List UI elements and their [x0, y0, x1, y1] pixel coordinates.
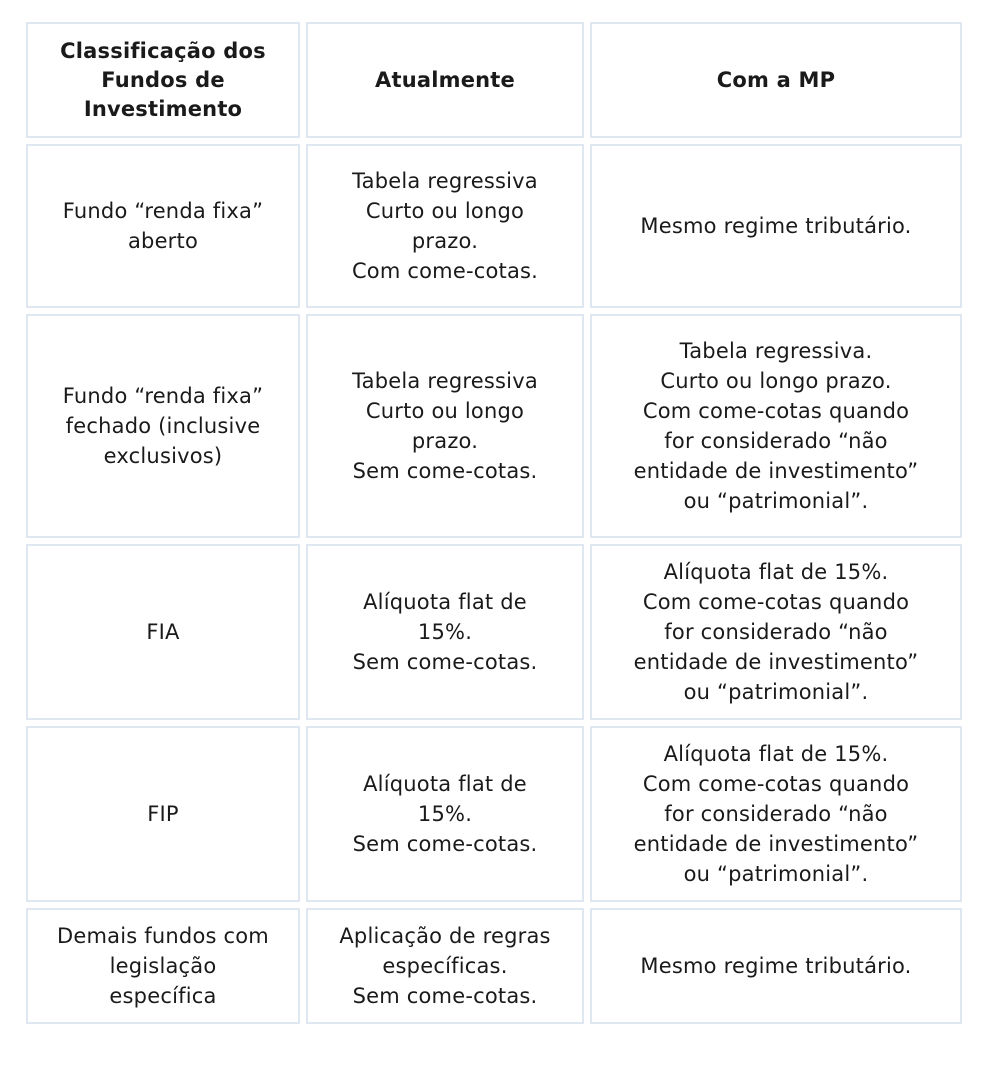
- row-3-atualmente: Alíquota flat de 15%. Sem come-cotas.: [306, 544, 584, 720]
- row-3-com-mp: Alíquota flat de 15%. Com come-cotas quando for considerado “não entidade de investimento” ou “patrimonial”.: [590, 544, 962, 720]
- row-5-com-mp: Mesmo regime tributário.: [590, 908, 962, 1024]
- row-2-atualmente: Tabela regressiva Curto ou longo prazo. Sem come-cotas.: [306, 314, 584, 538]
- row-3-classificacao: FIA: [26, 544, 300, 720]
- row-4-com-mp: Alíquota flat de 15%. Com come-cotas quando for considerado “não entidade de investimento” ou “patrimonial”.: [590, 726, 962, 902]
- row-2-com-mp: Tabela regressiva. Curto ou longo prazo. Com come-cotas quando for considerado “não entidade de investimento” ou “patrimonial”.: [590, 314, 962, 538]
- row-5-classificacao: Demais fundos com legislação específica: [26, 908, 300, 1024]
- row-1-com-mp: Mesmo regime tributário.: [590, 144, 962, 308]
- comparison-table: [26, 22, 962, 1024]
- row-2-classificacao: Fundo “renda fixa” fechado (inclusive exclusivos): [26, 314, 300, 538]
- row-5-atualmente: Aplicação de regras específicas. Sem come-cotas.: [306, 908, 584, 1024]
- row-1-classificacao: Fundo “renda fixa” aberto: [26, 144, 300, 308]
- header-com-a-mp: Com a MP: [590, 22, 962, 138]
- row-4-classificacao: FIP: [26, 726, 300, 902]
- row-1-atualmente: Tabela regressiva Curto ou longo prazo. Com come-cotas.: [306, 144, 584, 308]
- header-classificacao: Classificação dos Fundos de Investimento: [26, 22, 300, 138]
- row-4-atualmente: Alíquota flat de 15%. Sem come-cotas.: [306, 726, 584, 902]
- header-atualmente: Atualmente: [306, 22, 584, 138]
